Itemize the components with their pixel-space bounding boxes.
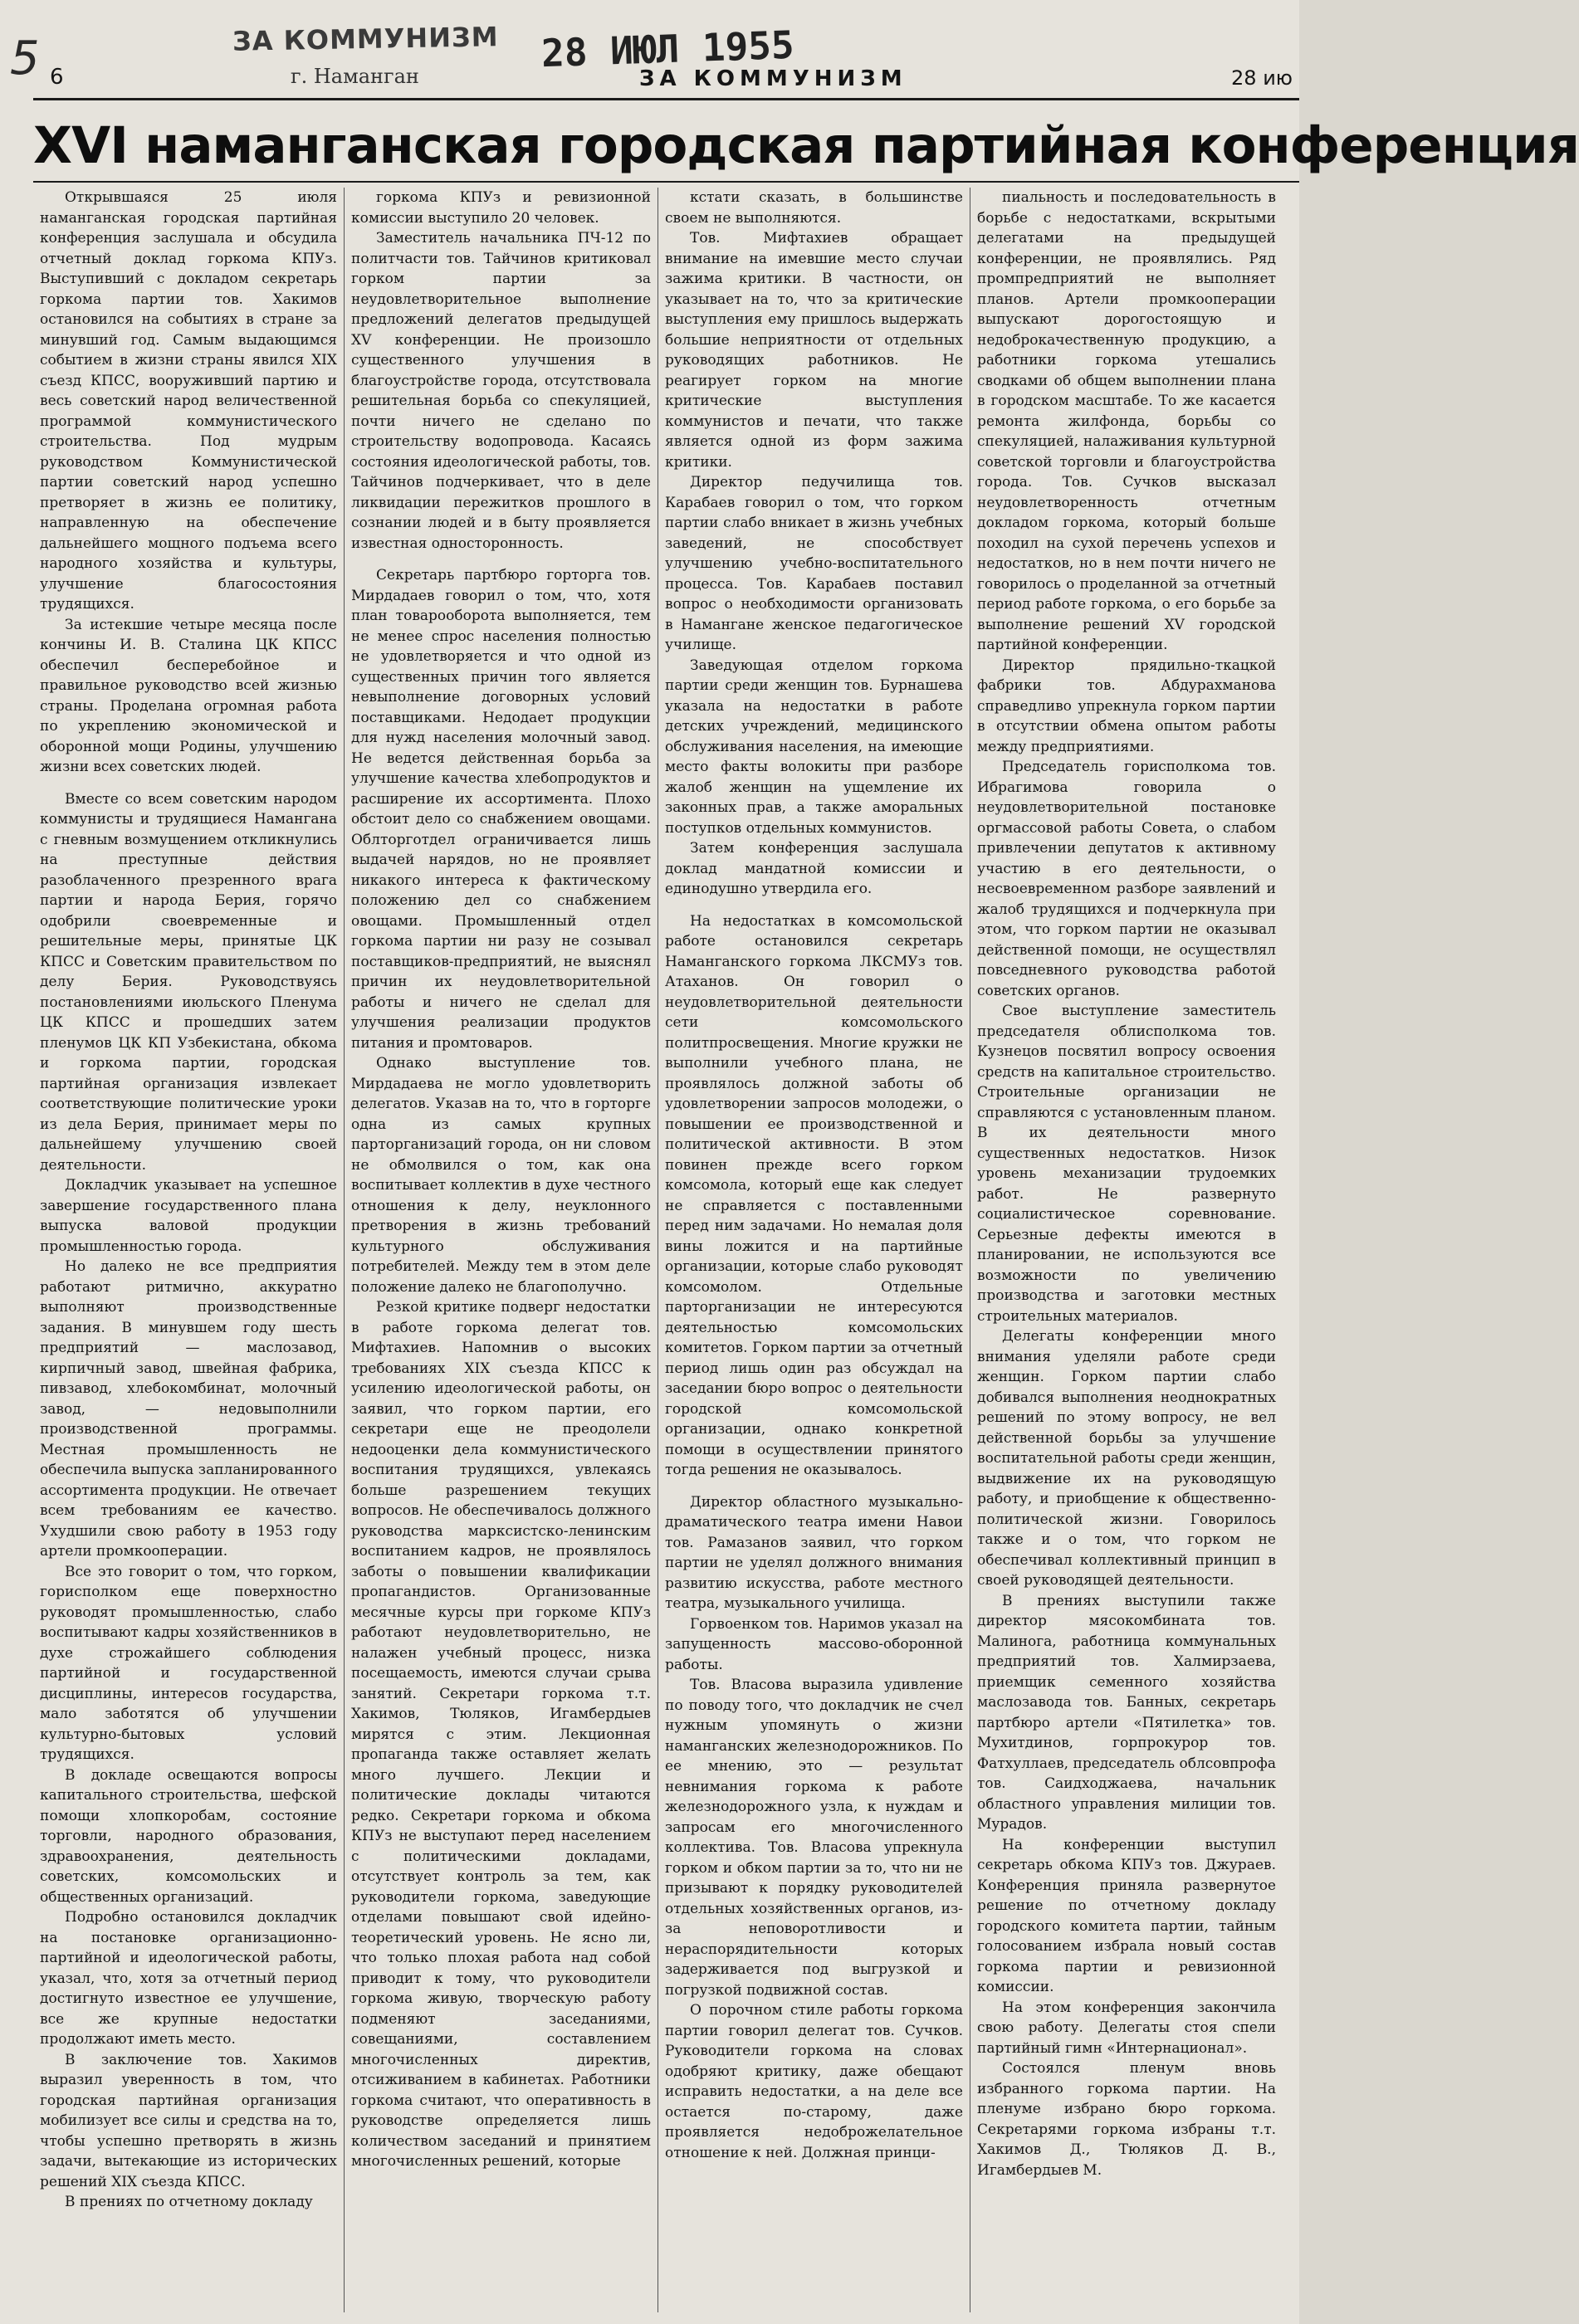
- paragraph: пиальность и последовательность в борьбе с недостатками, вскрытыми делегатами на предыдущей конференции, не проявлялись. Ряд промпредприятий не выполняет планов. Артели промкооперации выпускают дорогостоящую и недоброкачественную продукцию, а работники горкома утешались сводками об общем выполнении плана в городском масштабе. То же касается ремонта жилфонда, борьбы со спекуляцией, налаживания культурной советской торговли и благоустройства города. Тов. Сучков высказал неудовлетворенность отчетным докладом горкома, который больше походил на сухой перечень успехов и недостатков, но в нем почти ничего не говорилось о проделанной за отчетный период работе горкома, о его борьбе за выполнение решений XV городской партийной конференции.: [977, 189, 1276, 653]
- paragraph: Секретарь партбюро горторга тов. Мирдадаев говорил о том, что, хотя план товарооборота выполняется, тем не менее спрос населения полностью не удовлетворяется и что одной из существенных причин того является невыполнение договорных условий поставщиками. Недодает продукции для нужд населения молочный завод. Не ведется действенная борьба за улучшение качества хлебопродуктов и расширение их ассортимента. Плохо обстоит дело со снабжением овощами. Облторготдел ограничивается лишь выдачей нарядов, но не проявляет никакого интереса к фактическому положению дел со снабжением овощами. Промышленный отдел горкома партии ни разу не созывал поставщиков-предприятий, не выяснял причин их неудовлетворительной работы и ничего не сделал для улучшения реализации продуктов питания и промтоваров.: [351, 567, 651, 1052]
- paragraph: Горвоенком тов. Наримов указал на запущенность массово-оборонной работы.: [665, 1615, 963, 1673]
- stamp-city: г. Наманган: [291, 65, 419, 88]
- column-2: [344, 188, 658, 2312]
- article-columns: [33, 188, 1283, 2312]
- paragraph: Директор областного музыкально-драматического театра имени Навои тов. Рамазанов заявил, что горком партии не уделял должного внимания развитию искусства, работе местного театра, музыкального училища.: [665, 1493, 963, 1612]
- paragraph: Вместе со всем советским народом коммунисты и трудящиеся Намангана с гневным возмущением откликнулись на преступные действия разоблаченного презренного врага партии и народа Берия, горячо одобрили своевременные и решительные меры, принятые ЦК КПСС и Советским правительством по делу Берия. Руководствуясь постановлениями июльского Пленума ЦК КПСС и прошедших затем пленумов ЦК КП Узбекистана, обкома и горкома партии, городская партийная организация извлекает соответствующие политические уроки из дела Берия, принимает меры по дальнейшему улучшению своей деятельности.: [40, 790, 337, 1174]
- stamp-publication: ЗА КОММУНИЗМ: [232, 21, 499, 57]
- paragraph: В прениях по отчетному докладу: [65, 2194, 313, 2210]
- paragraph: Председатель горисполкома тов. Ибрагимова говорила о неудовлетворительной постановке оргмассовой работы Совета, о слабом привлечении депутатов к активному участию в его деятельности, о несвоевременном разборе заявлений и жалоб трудящихся и подчеркнула при этом, что горком партии не оказывал действенной помощи, не осуществлял повседневного руководства работой советских органов.: [977, 759, 1276, 999]
- paragraph: Директор педучилища тов. Карабаев говорил о том, что горком партии слабо вникает в жизнь учебных заведений, не способствует улучшению учебно-воспитательного процесса. Тов. Карабаев поставил вопрос о необходимости организовать в Намангане женское педагогическое училище.: [665, 474, 963, 653]
- paragraph: Тов. Мифтахиев обращает внимание на имевшие место случаи зажима критики. В частности, он указывает на то, что за критические выступления ему пришлось выдержать большие неприятности от отдельных руководящих работников. Не реагирует горком на многие критические выступления коммунистов и печати, что также является одной из форм зажима критики.: [665, 230, 963, 471]
- page-number-left: 6: [50, 65, 64, 90]
- column-3: [658, 188, 970, 2312]
- paragraph: горкома КПУз и ревизионной комиссии выступило 20 человек.: [351, 189, 651, 227]
- paragraph: Все это говорит о том, что горком, горисполком еще поверхностно руководят промышленностью, слабо воспитывают кадры хозяйственников в духе строжайшего соблюдения партийной и государственной дисциплины, интересов государства, мало заботятся об улучшении культурно-бытовых условий трудящихся.: [40, 1563, 337, 1763]
- running-title: ЗА КОММУНИЗМ: [639, 66, 907, 91]
- paragraph: Директор прядильно-ткацкой фабрики тов. Абдурахманова справедливо упрекнула горком партии в отсутствии обмена опытом работы между предприятиями.: [977, 657, 1276, 755]
- paragraph: Заместитель начальника ПЧ-12 по политчасти тов. Тайчинов критиковал горком партии за неудовлетворительное выполнение предложений делегатов предыдущей XV конференции. Не произошло существенного улучшения в благоустройстве города, отсутствовала решительная борьба со спекуляцией, почти ничего не сделано по строительству водопровода. Касаясь состояния идеологической работы, тов. Тайчинов подчеркивает, что в деле ликвидации пережитков прошлого в сознании людей и в быту проявляется известная односторонность.: [351, 230, 651, 552]
- paragraph: Затем конференция заслушала доклад мандатной комиссии и единодушно утвердила его.: [665, 840, 963, 897]
- headline-rule: [33, 181, 1299, 183]
- paragraph: Заведующая отделом горкома партии среди женщин тов. Бурнашева указала на недостатки в работе детских учреждений, медицинского обслуживания населения, на имеющие место факты волокиты при разборе жалоб женщин на ущемление их законных прав, а также аморальных поступков отдельных коммунистов.: [665, 657, 963, 837]
- column-1: [33, 188, 344, 2312]
- paragraph: В докладе освещаются вопросы капитального строительства, шефской помощи хлопкоробам, состояние торговли, народного образования, здравоохранения, деятельность советских, комсомольских и общественных организаций.: [40, 1766, 337, 1906]
- paragraph: Докладчик указывает на успешное завершение государственного плана выпуска валовой продукции промышленностью города.: [40, 1177, 337, 1255]
- paragraph: На недостатках в комсомольской работе остановился секретарь Наманганского горкома ЛКСМУз тов. Атаханов. Он говорил о неудовлетворительной деятельности сети комсомольского политпросвещения. Многие кружки не выполнили учебного плана, не проявлялось должной заботы об удовлетворении запросов молодежи, о повышении ее производственной и политической активности. В этом повинен прежде всего горком комсомола, который еще как следует не справляется с поставленными перед ним задачами. Но немалая доля вины ложится и на партийные организации, которые слабо руководят комсомолом. Отдельные парторганизации не интересуются деятельностью комсомольских комитетов. Горком партии за отчетный период лишь один раз обсуждал на заседании бюро вопрос о деятельности городской комсомольской организации, однако конкретной помощи в осуществлении принятого тогда решения не оказывалось.: [665, 912, 963, 1478]
- paragraph: Состоялся пленум вновь избранного горкома партии. На пленуме избрано бюро горкома. Секретарями горкома избраны т.т. Хакимов Д., Тюляков Д. В., Игамбердыев М.: [977, 2060, 1276, 2179]
- paragraph: В заключение тов. Хакимов выразил уверенность в том, что городская партийная организация мобилизует все силы и средства на то, чтобы успешно претворять в жизнь задачи, вытекающие из исторических решений XIX съезда КПСС.: [40, 2051, 337, 2190]
- paragraph: Резкой критике подверг недостатки в работе горкома делегат тов. Мифтахиев. Напомнив о высоких требованиях XIX съезда КПСС к усилению идеологической работы, он заявил, что горком партии, его секретари еще не преодолели недооценки дела коммунистического воспитания трудящихся, увлекаясь больше разрешением текущих вопросов. Не обеспечивалось должного руководства марксистско-ленинским воспитанием кадров, не проявлялось заботы о повышении квалификации пропагандистов. Организованные месячные курсы при горкоме КПУз работают неудовлетворительно, не налажен учебный процесс, низка посещаемость, имеются случаи срыва занятий. Секретари горкома т.т. Хакимов, Тюляков, Игамбердыев мирятся с этим. Лекционная пропаганда также оставляет желать много лучшего. Лекции и политические доклады читаются редко. Секретари горкома и обкома КПУз не выступают перед населением с политическими докладами, отсутствует контроль за тем, как руководители горкома, заведующие отделами повышают свой идейно-теоретический уровень. Не ясно ли, что только плохая работа над собой приводит к тому, что руководители горкома живую, творческую работу подменяют заседаниями, совещаниями, составлением многочисленных директив, отсиживанием в кабинетах. Работники горкома считают, что оперативность в руководстве определяется лишь количеством заседаний и принятием многочисленных решений, которые: [351, 1299, 651, 2170]
- paragraph: Но далеко не все предприятия работают ритмично, аккуратно выполняют производственные задания. В минувшем году шесть предприятий — маслозавод, кирпичный завод, швейная фабрика, пивзавод, хлебокомбинат, молочный завод, — недовыполнили производственной программы. Местная промышленность не обеспечила выпуска запланированного ассортимента продукции. Не отвечает всем требованиям ее качество. Ухудшили свою работу в 1953 году артели промкооперации.: [40, 1258, 337, 1560]
- paragraph: Открывшаяся 25 июля наманганская городская партийная конференция заслушала и обсудила отчетный доклад горкома КПУз. Выступивший с докладом секретарь горкома партии тов. Хакимов остановился на событиях в стране за минувший год. Самым выдающимся событием в жизни страны явился XIX съезд КПСС, вооруживший партию и весь советский народ величественной программой коммунистического строительства. Под мудрым руководством Коммунистической партии советский народ успешно претворяет в жизнь ее политику, направленную на обеспечение дальнейшего мощного подъема всего народного хозяйства и культуры, улучшение благосостояния трудящихся.: [40, 189, 337, 613]
- paragraph: На этом конференция закончила свою работу. Делегаты стоя спели партийный гимн «Интернационал».: [977, 1999, 1276, 2057]
- page-number-right: 28 ию: [1231, 66, 1293, 90]
- paragraph: О порочном стиле работы горкома партии говорил делегат тов. Сучков. Руководители горкома на словах одобряют критику, даже обещают исправить недостатки, а на деле все остается по-старому, даже проявляется недоброжелательное отношение к ней. Должная принци-: [665, 2002, 963, 2161]
- paragraph: На конференции выступил секретарь обкома КПУз тов. Джураев. Конференция приняла развернутое решение по отчетному докладу городского комитета партии, тайным голосованием избрала новый состав горкома партии и ревизионной комиссии.: [977, 1836, 1276, 1995]
- paragraph: В прениях выступили также директор мясокомбината тов. Малинога, работница коммунальных предприятий тов. Халмирзаева, приемщик семенного хозяйства маслозавода тов. Банных, секретарь партбюро артели «Пятилетка» тов. Мухитдинов, горпрокурор тов. Фатхуллаев, председатель облсовпрофа тов. Саидходжаева, начальник областного управления милиции тов. Мурадов.: [977, 1592, 1276, 1833]
- headline: XVI наманганская городская партийная конференция: [33, 116, 1579, 175]
- header-rule: [33, 98, 1299, 100]
- paragraph: кстати сказать, в большинстве своем не выполняются.: [665, 189, 963, 227]
- paragraph: За истекшие четыре месяца после кончины И. В. Сталина ЦК КПСС обеспечил бесперебойное и правильное руководство всей жизнью страны. Проделана огромная работа по укреплению экономической и оборонной мощи Родины, улучшению жизни всех советских людей.: [40, 616, 337, 775]
- paragraph: Делегаты конференции много внимания уделяли работе среди женщин. Горком партии слабо добивался выполнения неоднократных решений по этому вопросу, не вел действенной борьбы за улучшение воспитательной работы среди женщин, выдвижение их на руководящую работу, и приобщение к общественно-политической жизни. Говорилось также и о том, что горком не обеспечивал коллективный принцип в своей руководящей деятельности.: [977, 1328, 1276, 1589]
- paragraph: Тов. Власова выразила удивление по поводу того, что докладчик не счел нужным упомянуть о жизни наманганских железнодорожников. По ее мнению, это — результат невнимания горкома к работе железнодорожного узла, к нуждам и запросам его многочисленного коллектива. Тов. Власова упрекнула горком и обком партии за то, что ни не призывают к порядку руководителей отдельных хозяйственных органов, из-за неповоротливости и нераспорядительности которых задерживается под выгрузкой и погрузкой подвижной состав.: [665, 1677, 963, 1999]
- column-4: [970, 188, 1283, 2312]
- paragraph: Однако выступление тов. Мирдадаева не могло удовлетворить делегатов. Указав на то, что в горторге одна из самых крупных парторганизаций города, он ни словом не обмолвился о том, как она воспитывает коллектив в духе честного отношения к делу, неуклонного претворения в жизнь требований культурного обслуживания потребителей. Между тем в этом деле положение далеко не благополучно.: [351, 1055, 651, 1296]
- paragraph: Подробно остановился докладчик на постановке организационно-партийной и идеологической работы, указал, что, хотя за отчетный период достигнуто известное ее улучшение, все же крупные недостатки продолжают иметь место.: [40, 1909, 337, 2048]
- handwritten-mark: 5: [10, 32, 40, 85]
- stamp-date: 28 ИЮЛ 1955: [540, 22, 795, 76]
- paragraph: Свое выступление заместитель председателя облисполкома тов. Кузнецов посвятил вопросу освоения средств на капитальное строительство. Строительные организации не справляются с установленным планом. В их деятельности много существенных недостатков. Низок уровень механизации трудоемких работ. Не развернуто социалистическое соревнование. Серьезные дефекты имеются в планировании, не используются все возможности по увеличению производства и заготовки местных строительных материалов.: [977, 1003, 1276, 1325]
